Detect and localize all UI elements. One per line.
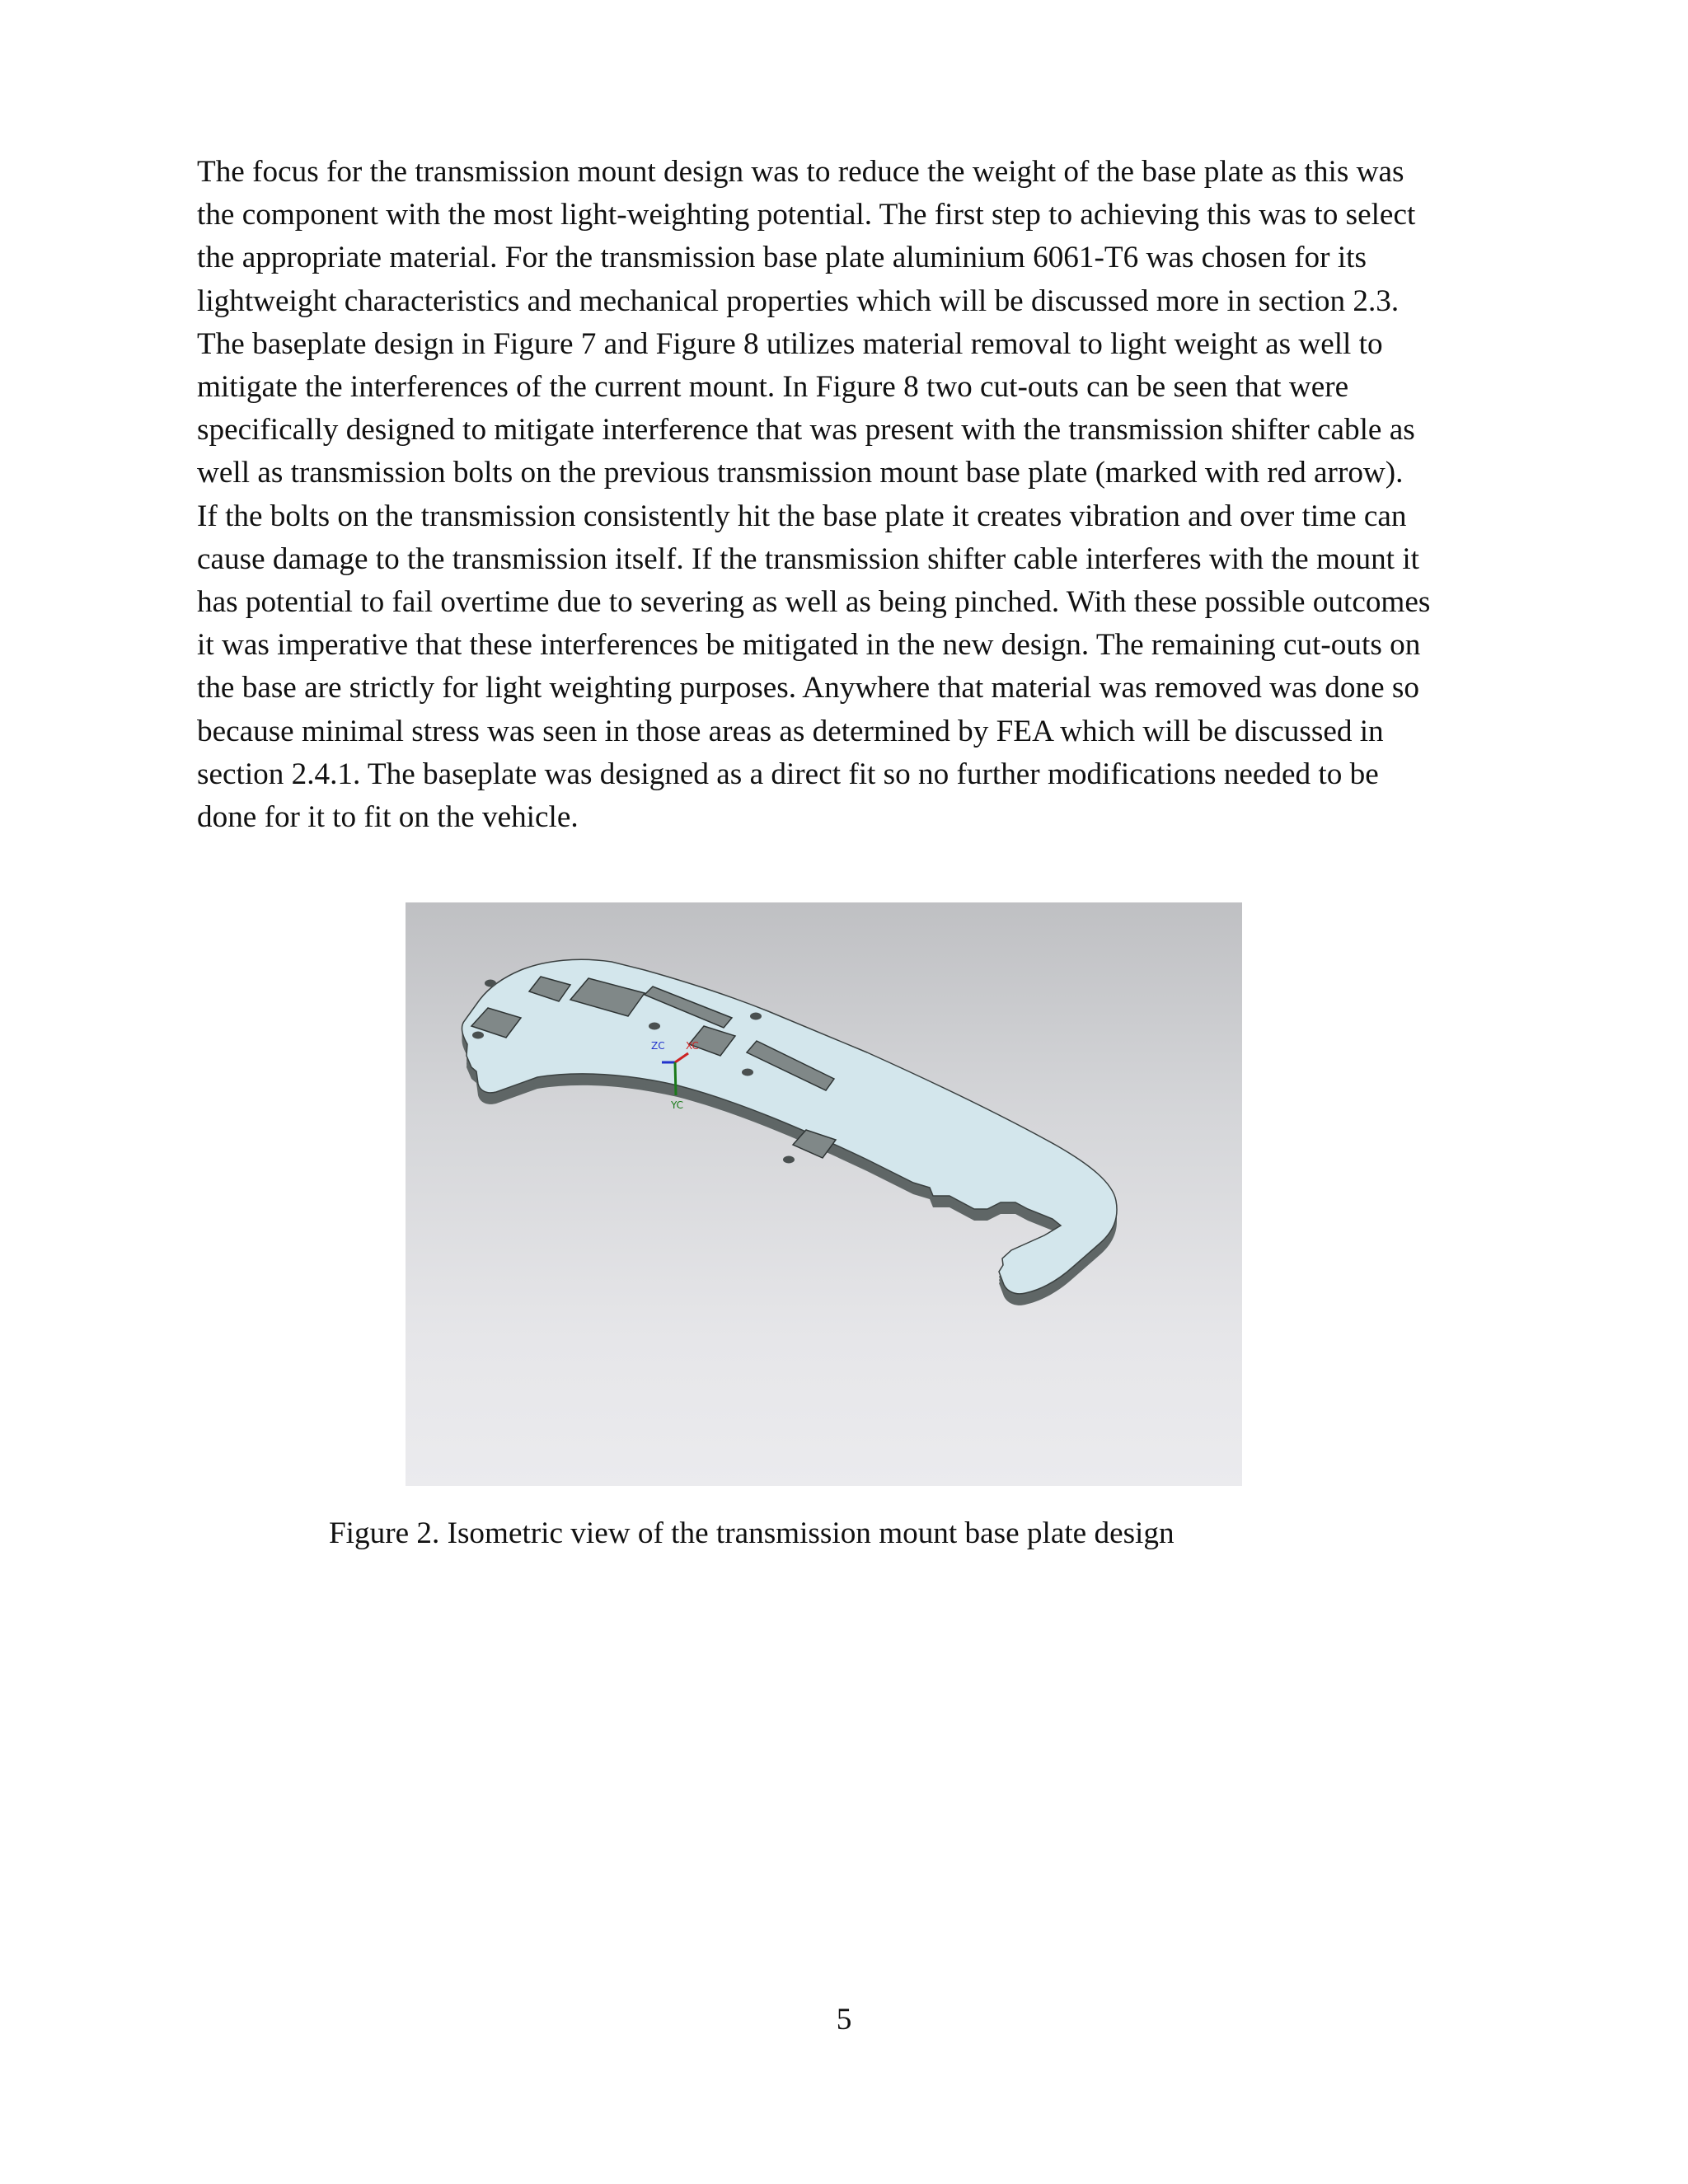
body-line: cause damage to the transmission itself. If the transmission shifter cable interferes with the mount it bbox=[197, 541, 1419, 576]
body-line: has potential to fail overtime due to severing as well as being pinched. With these possible outcomes bbox=[197, 585, 1431, 620]
bolt-hole bbox=[783, 1156, 795, 1164]
axis-label-yc: YC bbox=[671, 1099, 684, 1111]
body-paragraph bbox=[197, 151, 1532, 839]
body-line: If the bolts on the transmission consistently hit the base plate it creates vibration and over time can bbox=[197, 499, 1407, 533]
body-line: mitigate the interferences of the current mount. In Figure 8 two cut-outs can be seen that were bbox=[197, 370, 1349, 405]
page-number: 5 bbox=[836, 2003, 852, 2036]
body-line: done for it to fit on the vehicle. bbox=[197, 800, 579, 835]
base-plate-cad-render bbox=[406, 902, 1242, 1486]
body-line: The baseplate design in Figure 7 and Figure 8 utilizes material removal to light weight as well to bbox=[197, 326, 1383, 361]
body-line: it was imperative that these interferences be mitigated in the new design. The remaining cut-outs on bbox=[197, 628, 1421, 663]
body-line: because minimal stress was seen in those areas as determined by FEA which will be discussed in bbox=[197, 714, 1384, 748]
bolt-hole bbox=[742, 1069, 753, 1076]
body-line: the base are strictly for light weighting purposes. Anywhere that material was removed was done so bbox=[197, 671, 1419, 705]
bolt-hole bbox=[485, 980, 496, 987]
body-line: well as transmission bolts on the previous transmission mount base plate (marked with red arrow). bbox=[197, 456, 1404, 490]
body-line: the component with the most light-weighting potential. The first step to achieving this was to select bbox=[197, 198, 1416, 232]
bolt-hole bbox=[750, 1013, 762, 1020]
body-line: lightweight characteristics and mechanical properties which will be discussed more in section 2.3. bbox=[197, 284, 1400, 318]
body-line: specifically designed to mitigate interference that was present with the transmission shifter cable as bbox=[197, 413, 1415, 448]
body-line: the appropriate material. For the transmission base plate aluminium 6061-T6 was chosen for its bbox=[197, 241, 1367, 275]
figure-caption: Figure 2. Isometric view of the transmission mount base plate design bbox=[329, 1516, 1175, 1550]
axis-label-xc: XC bbox=[686, 1040, 699, 1052]
body-line: section 2.4.1. The baseplate was designed as a direct fit so no further modifications needed to be bbox=[197, 757, 1379, 791]
base-plate-isometric-figure bbox=[406, 902, 1242, 1486]
body-line: The focus for the transmission mount design was to reduce the weight of the base plate as this was bbox=[197, 155, 1404, 189]
axis-label-zc: ZC bbox=[651, 1040, 665, 1052]
bolt-hole bbox=[649, 1023, 660, 1030]
bolt-hole bbox=[472, 1032, 484, 1039]
